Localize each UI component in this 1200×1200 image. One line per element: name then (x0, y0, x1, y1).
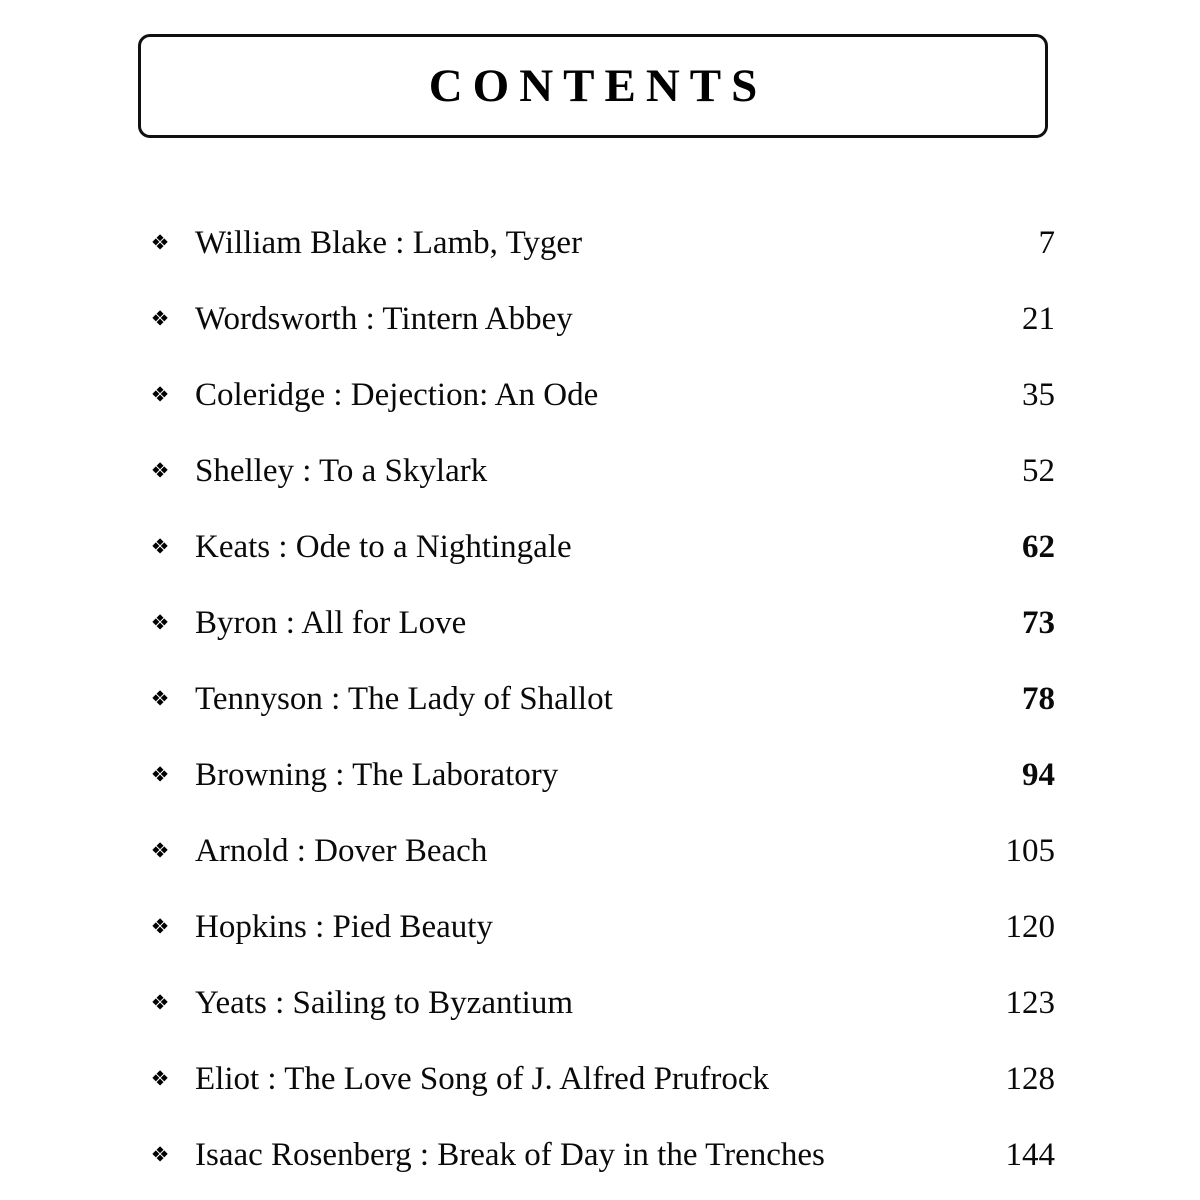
toc-entry-page-number: 78 (1022, 680, 1055, 717)
toc-entry-title: William Blake : Lamb, Tyger (195, 224, 583, 261)
toc-entry-title: Keats : Ode to a Nightingale (195, 528, 572, 565)
toc-entry-title: Shelley : To a Skylark (195, 452, 488, 489)
toc-entry-page-number: 144 (1005, 1136, 1055, 1173)
toc-entry-title: Isaac Rosenberg : Break of Day in the Trenches (195, 1136, 825, 1173)
diamond-bullet-icon: ❖ (150, 458, 170, 483)
table-of-contents-row[interactable] (140, 433, 1055, 509)
diamond-bullet-icon: ❖ (150, 230, 170, 255)
toc-entry-page-number: 120 (1005, 908, 1055, 945)
diamond-bullet-icon: ❖ (150, 914, 170, 939)
diamond-bullet-icon: ❖ (150, 762, 170, 787)
diamond-bullet-icon: ❖ (150, 382, 170, 407)
table-of-contents-row[interactable] (140, 585, 1055, 661)
table-of-contents-row[interactable] (140, 357, 1055, 433)
table-of-contents-row[interactable] (140, 509, 1055, 585)
page-title: CONTENTS (428, 59, 768, 112)
diamond-bullet-icon: ❖ (150, 990, 170, 1015)
toc-entry-page-number: 35 (1022, 376, 1055, 413)
table-of-contents-row[interactable] (140, 813, 1055, 889)
toc-entry-title: Coleridge : Dejection: An Ode (195, 376, 599, 413)
toc-entry-title: Byron : All for Love (195, 604, 467, 641)
table-of-contents-row[interactable] (140, 1117, 1055, 1193)
diamond-bullet-icon: ❖ (150, 838, 170, 863)
toc-entry-page-number: 7 (1038, 224, 1055, 261)
table-of-contents-row[interactable] (140, 281, 1055, 357)
toc-entry-title: Eliot : The Love Song of J. Alfred Prufrock (195, 1060, 770, 1097)
toc-entry-page-number: 62 (1022, 528, 1055, 565)
toc-entry-page-number: 123 (1005, 984, 1055, 1021)
toc-entry-title: Hopkins : Pied Beauty (195, 908, 493, 945)
table-of-contents-row[interactable] (140, 965, 1055, 1041)
diamond-bullet-icon: ❖ (150, 686, 170, 711)
toc-entry-page-number: 52 (1022, 452, 1055, 489)
toc-entry-title: Yeats : Sailing to Byzantium (195, 984, 573, 1021)
toc-entry-page-number: 94 (1022, 756, 1055, 793)
toc-entry-page-number: 21 (1022, 300, 1055, 337)
toc-entry-title: Arnold : Dover Beach (195, 832, 488, 869)
toc-entry-page-number: 105 (1005, 832, 1055, 869)
table-of-contents-row[interactable] (140, 889, 1055, 965)
table-of-contents-row[interactable] (140, 661, 1055, 737)
table-of-contents-row[interactable] (140, 1041, 1055, 1117)
toc-entry-page-number: 128 (1005, 1060, 1055, 1097)
toc-entry-title: Wordsworth : Tintern Abbey (195, 300, 573, 337)
diamond-bullet-icon: ❖ (150, 306, 170, 331)
contents-heading-box (138, 34, 1048, 138)
table-of-contents-row[interactable] (140, 737, 1055, 813)
table-of-contents-list (140, 205, 1055, 1193)
toc-entry-title: Browning : The Laboratory (195, 756, 559, 793)
diamond-bullet-icon: ❖ (150, 1142, 170, 1167)
toc-entry-page-number: 73 (1022, 604, 1055, 641)
diamond-bullet-icon: ❖ (150, 610, 170, 635)
diamond-bullet-icon: ❖ (150, 534, 170, 559)
table-of-contents-row[interactable] (140, 205, 1055, 281)
toc-entry-title: Tennyson : The Lady of Shallot (195, 680, 613, 717)
diamond-bullet-icon: ❖ (150, 1066, 170, 1091)
